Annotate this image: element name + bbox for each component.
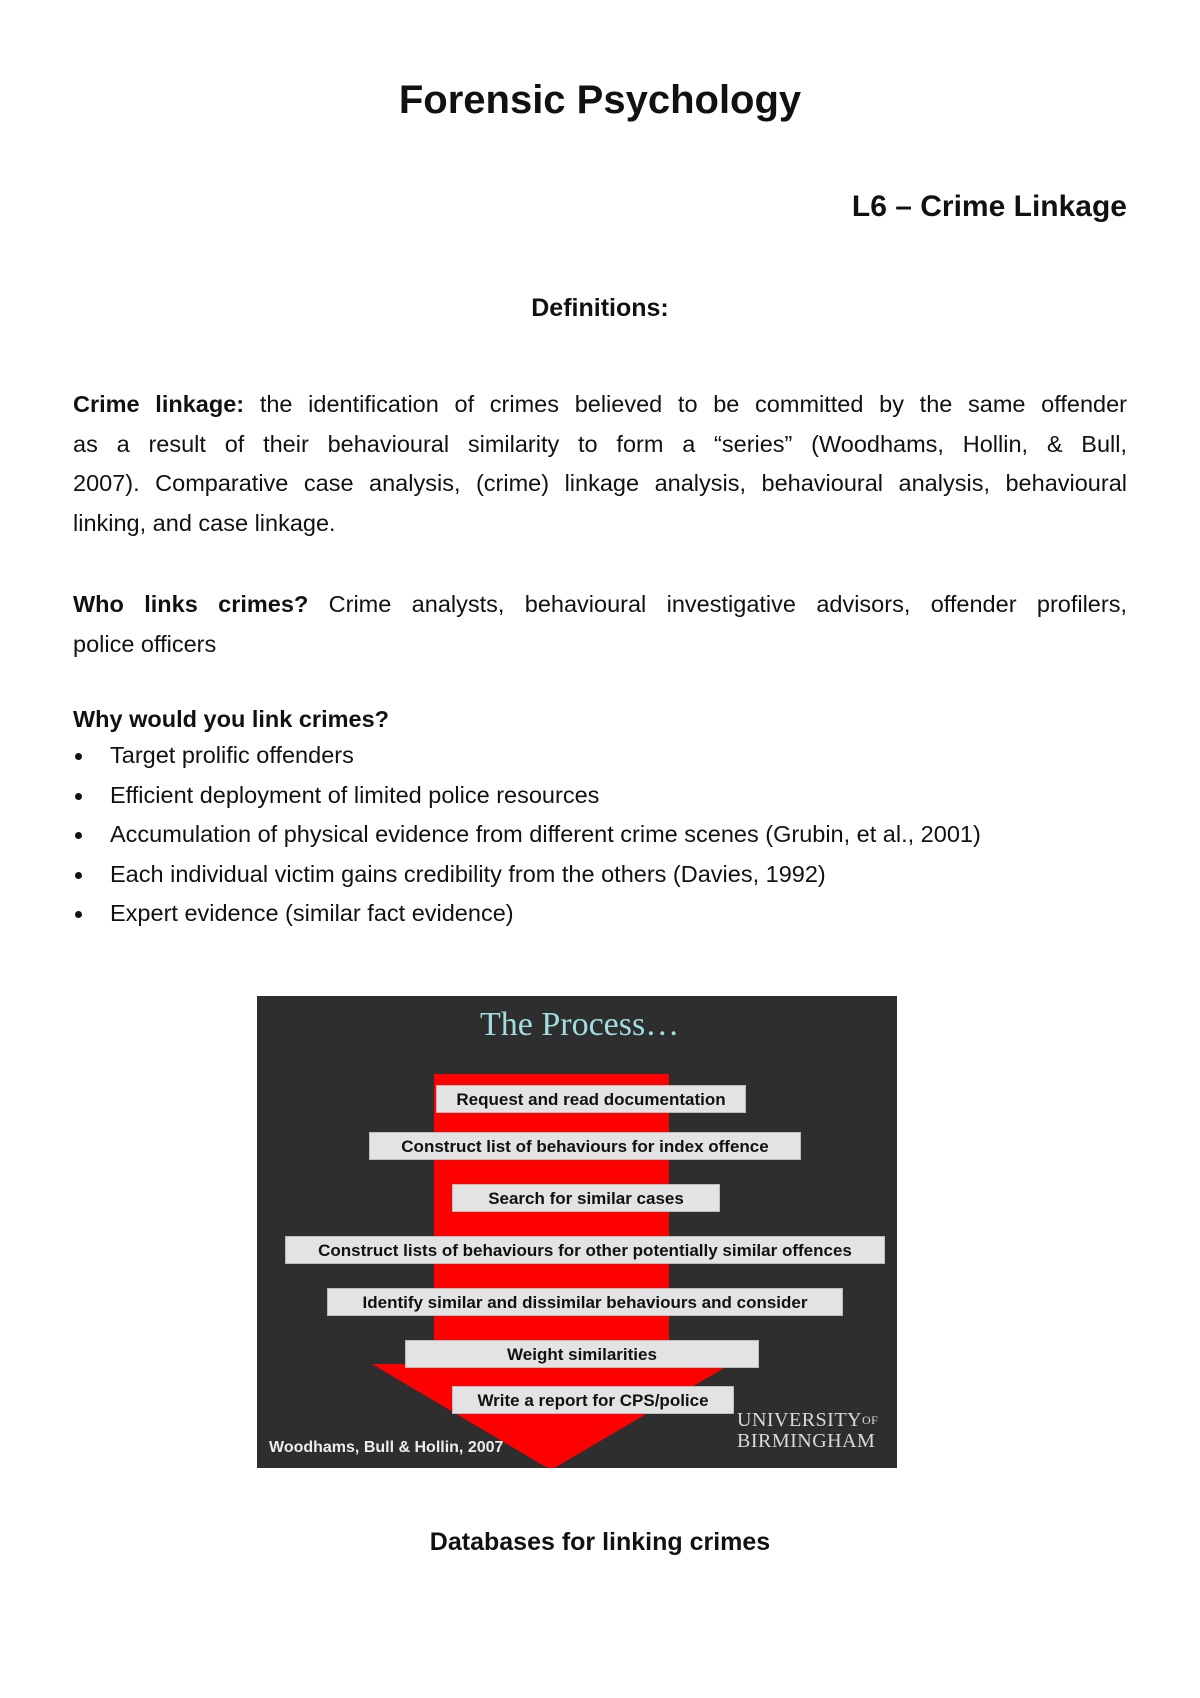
crime-linkage-line-4: linking, and case linkage. bbox=[73, 509, 336, 536]
lecture-title: L6 – Crime Linkage bbox=[851, 190, 1127, 223]
why-list-item: Each individual victim gains credibility from the others (Davies, 1992) bbox=[73, 855, 981, 895]
why-list-item: Accumulation of physical evidence from different crime scenes (Grubin, et al., 2001) bbox=[73, 815, 981, 855]
databases-heading: Databases for linking crimes bbox=[429, 1528, 771, 1556]
crime-linkage-line-1 bbox=[73, 385, 1127, 425]
why-list-item: Expert evidence (similar fact evidence) bbox=[73, 894, 981, 934]
who-links-term: Who links crimes? bbox=[73, 591, 309, 617]
logo-of: OF bbox=[862, 1413, 879, 1427]
crime-linkage-term: Crime linkage: bbox=[73, 391, 245, 417]
process-step-5: Identify similar and dissimilar behaviours and consider bbox=[327, 1288, 843, 1316]
figure-title: The Process… bbox=[480, 1006, 680, 1043]
process-figure bbox=[257, 996, 897, 1468]
process-step-1: Request and read documentation bbox=[436, 1085, 746, 1113]
definitions-heading: Definitions: bbox=[531, 294, 669, 322]
process-step-2: Construct list of behaviours for index offence bbox=[369, 1132, 801, 1160]
why-list-item: Target prolific offenders bbox=[73, 736, 981, 776]
document-title: Forensic Psychology bbox=[398, 78, 802, 122]
who-links-paragraph bbox=[73, 585, 1127, 664]
why-list bbox=[73, 736, 981, 934]
process-step-6: Weight similarities bbox=[405, 1340, 759, 1368]
logo-line-2: BIRMINGHAM bbox=[737, 1430, 876, 1452]
crime-linkage-text-1: the identification of crimes believed to be committed by the same offender bbox=[259, 391, 1127, 417]
crime-linkage-line-2: as a result of their behavioural similarity to form a “series” (Woodhams, Hollin, & Bull, bbox=[73, 430, 1127, 457]
why-heading: Why would you link crimes? bbox=[73, 706, 389, 732]
crime-linkage-line-3: 2007). Comparative case analysis, (crime) linkage analysis, behavioural analysis, behavioural bbox=[73, 470, 1127, 496]
why-list-item: Efficient deployment of limited police resources bbox=[73, 776, 981, 816]
who-links-text-1: Crime analysts, behavioural investigative advisors, offender profilers, bbox=[328, 591, 1127, 617]
process-step-4: Construct lists of behaviours for other potentially similar offences bbox=[285, 1236, 885, 1264]
who-links-line-2: police officers bbox=[73, 630, 217, 657]
figure-credit: Woodhams, Bull & Hollin, 2007 bbox=[269, 1439, 504, 1456]
university-logo bbox=[737, 1410, 878, 1452]
crime-linkage-definition bbox=[73, 385, 1127, 543]
who-links-line-1 bbox=[73, 585, 1127, 625]
process-step-7: Write a report for CPS/police bbox=[452, 1386, 734, 1414]
process-step-3: Search for similar cases bbox=[452, 1184, 720, 1212]
logo-line-1: UNIVERSITY bbox=[737, 1409, 862, 1431]
